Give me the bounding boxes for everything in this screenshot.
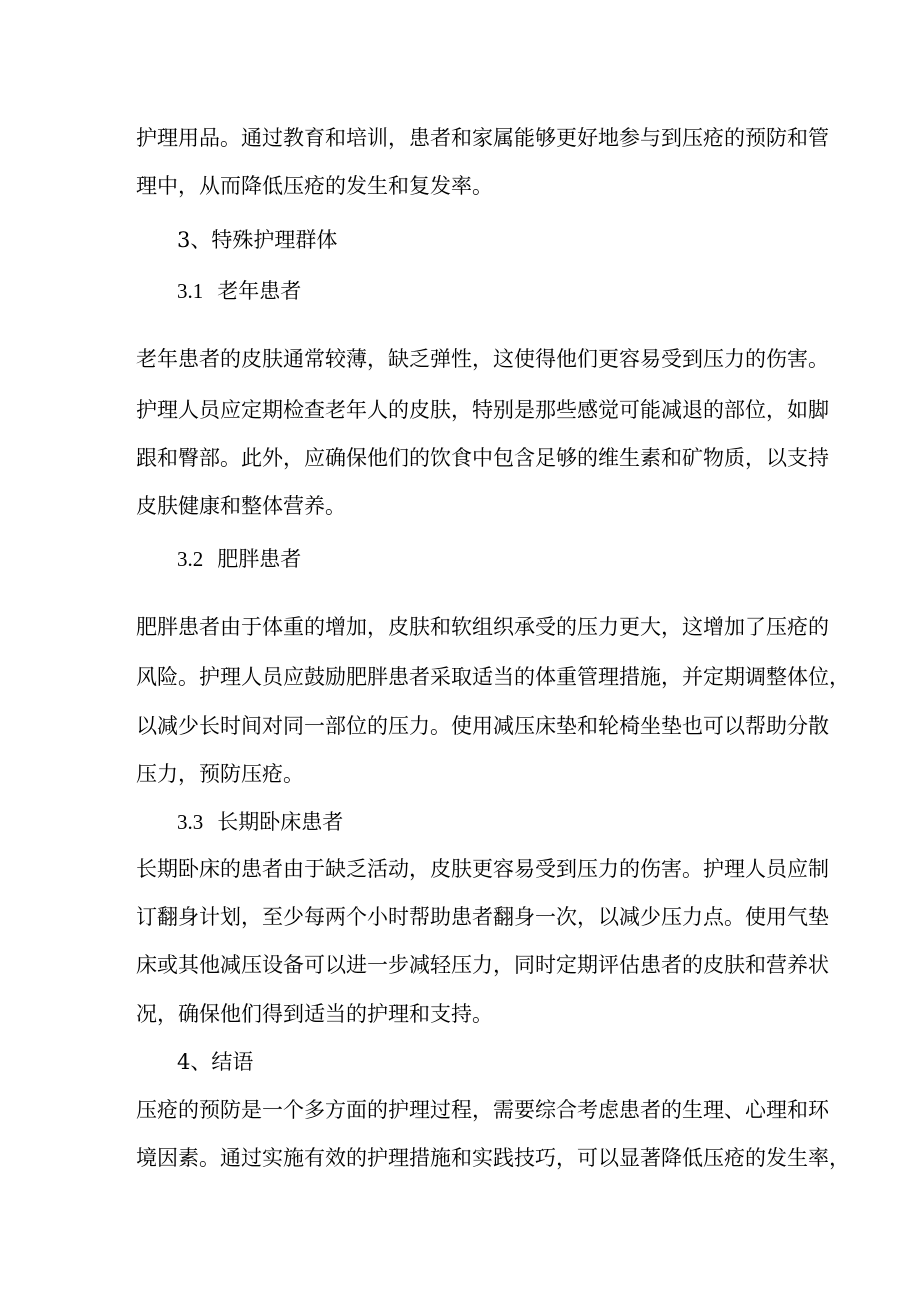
- subsection-number: 3.3: [177, 810, 204, 834]
- paragraph-line: 以减少长时间对同一部位的压力。使用减压床垫和轮椅坐垫也可以帮助分散: [136, 714, 829, 738]
- paragraph-line: 老年患者的皮肤通常较薄，缺乏弹性，这使得他们更容易受到压力的伤害。: [136, 347, 829, 371]
- paragraph-line: 长期卧床的患者由于缺乏活动，皮肤更容易受到压力的伤害。护理人员应制: [136, 857, 829, 881]
- paragraph-line: 皮肤健康和整体营养。: [136, 494, 346, 518]
- paragraph-line: 订翻身计划，至少每两个小时帮助患者翻身一次，以减少压力点。使用气垫: [136, 905, 829, 929]
- paragraph-line: 压疮的预防是一个多方面的护理过程，需要综合考虑患者的生理、心理和环: [136, 1098, 829, 1122]
- subsection-heading: [177, 545, 301, 573]
- paragraph-line: 压力，预防压疮。: [136, 762, 304, 786]
- section-heading: 3、特殊护理群体: [177, 228, 338, 252]
- paragraph-line: 护理用品。通过教育和培训，患者和家属能够更好地参与到压疮的预防和管: [136, 126, 829, 150]
- paragraph-line: 风险。护理人员应鼓励肥胖患者采取适当的体重管理措施，并定期调整体位，: [136, 665, 850, 689]
- subsection-title: 老年患者: [217, 279, 302, 303]
- subsection-heading: [177, 277, 301, 305]
- paragraph-line: 肥胖患者由于体重的增加，皮肤和软组织承受的压力更大，这增加了压疮的: [136, 615, 829, 639]
- paragraph-line: 况，确保他们得到适当的护理和支持。: [136, 1002, 493, 1026]
- subsection-number: 3.1: [177, 279, 204, 303]
- subsection-title: 肥胖患者: [217, 547, 302, 571]
- subsection-number: 3.2: [177, 547, 204, 571]
- subsection-title: 长期卧床患者: [217, 810, 344, 834]
- paragraph-line: 床或其他减压设备可以进一步减轻压力，同时定期评估患者的皮肤和营养状: [136, 953, 829, 977]
- paragraph-line: 理中，从而降低压疮的发生和复发率。: [136, 174, 493, 198]
- paragraph-line: 护理人员应定期检查老年人的皮肤，特别是那些感觉可能减退的部位，如脚: [136, 398, 829, 422]
- section-heading: 4、结语: [177, 1050, 254, 1074]
- paragraph-line: 境因素。通过实施有效的护理措施和实践技巧，可以显著降低压疮的发生率，: [136, 1146, 850, 1170]
- paragraph-line: 跟和臀部。此外，应确保他们的饮食中包含足够的维生素和矿物质，以支持: [136, 446, 829, 470]
- subsection-heading: [177, 808, 343, 836]
